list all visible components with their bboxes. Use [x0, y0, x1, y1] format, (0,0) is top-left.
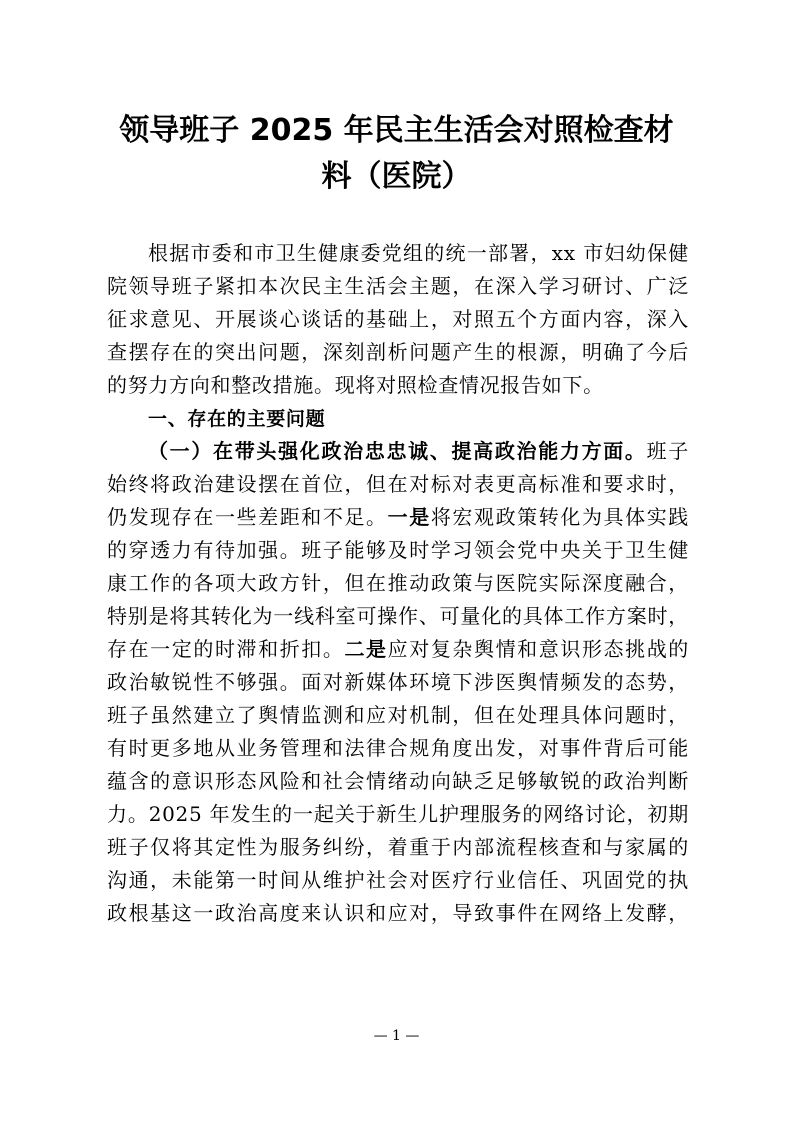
- text-line: [107, 501, 689, 534]
- text-line: [107, 270, 689, 303]
- text-line: [107, 897, 689, 930]
- text-run: 沟通，未能第一时间从维护社会对医疗行业信任、巩固党的执: [107, 868, 689, 892]
- text-line: [107, 468, 689, 501]
- text-line: [107, 402, 689, 435]
- text-run: 力。2025 年发生的一起关于新生儿护理服务的网络讨论，初期: [107, 802, 689, 826]
- text-line: [107, 633, 689, 666]
- text-line: [107, 369, 689, 402]
- title-line-2: 料（医院）: [321, 159, 472, 194]
- text-run: 班子仅将其定性为服务纠纷，着重于内部流程核查和与家属的: [107, 835, 689, 859]
- text-run: 始终将政治建设摆在首位，但在对标对表更高标准和要求时，: [107, 472, 689, 496]
- text-run: 应对复杂舆情和意识形态挑战的: [387, 637, 689, 661]
- text-line: [107, 237, 689, 270]
- text-run: 康工作的各项大政方针，但在推动政策与医院实际深度融合，: [107, 571, 689, 595]
- text-run: 政治敏锐性不够强。面对新媒体环境下涉医舆情频发的态势，: [107, 670, 689, 694]
- text-line: [107, 798, 689, 831]
- text-line: [107, 699, 689, 732]
- text-line: [107, 732, 689, 765]
- bold-text: 二是: [344, 637, 388, 661]
- text-run: 存在一定的时滞和折扣。: [107, 637, 345, 661]
- document-body: [107, 237, 689, 930]
- text-line: [107, 765, 689, 798]
- text-run: 院领导班子紧扣本次民主生活会主题，在深入学习研讨、广泛: [107, 274, 689, 298]
- document-title: [100, 108, 693, 200]
- text-run: 有时更多地从业务管理和法律合规角度出发，对事件背后可能: [107, 736, 689, 760]
- text-line: [107, 534, 689, 567]
- text-line: [107, 600, 689, 633]
- bold-text: （一）在带头强化政治忠忠诚、提高政治能力方面。: [148, 439, 647, 463]
- text-run: 班子虽然建立了舆情监测和应对机制，但在处理具体问题时，: [107, 703, 689, 727]
- text-run: 特别是将其转化为一线科室可操作、可量化的具体工作方案时，: [107, 604, 689, 628]
- text-run: 将宏观政策转化为具体实践: [430, 505, 689, 529]
- text-run: 征求意见、开展谈心谈话的基础上，对照五个方面内容，深入: [107, 307, 689, 331]
- text-line: [107, 435, 689, 468]
- text-line: [107, 336, 689, 369]
- section-heading: 一、存在的主要问题: [148, 408, 326, 430]
- bold-text: 一是: [387, 505, 431, 529]
- text-run: 根据市委和市卫生健康委党组的统一部署，xx 市妇幼保健: [148, 241, 689, 265]
- page-number: — 1 —: [373, 1028, 420, 1044]
- text-run: 仍发现存在一些差距和不足。: [107, 505, 388, 529]
- text-run: 查摆存在的突出问题，深刻剖析问题产生的根源，明确了今后: [107, 340, 689, 364]
- text-line: [107, 567, 689, 600]
- text-run: 蕴含的意识形态风险和社会情绪动向缺乏足够敏锐的政治判断: [107, 769, 689, 793]
- text-line: [107, 666, 689, 699]
- text-line: [107, 303, 689, 336]
- text-line: [107, 864, 689, 897]
- title-line-1: 领导班子 2025 年民主生活会对照检查材: [119, 113, 674, 148]
- text-run: 的穿透力有待加强。班子能够及时学习领会党中央关于卫生健: [107, 538, 689, 562]
- text-line: [107, 831, 689, 864]
- text-run: 的努力方向和整改措施。现将对照检查情况报告如下。: [107, 373, 604, 397]
- text-run: 班子: [646, 439, 689, 463]
- text-run: 政根基这一政治高度来认识和应对，导致事件在网络上发酵，: [107, 901, 689, 925]
